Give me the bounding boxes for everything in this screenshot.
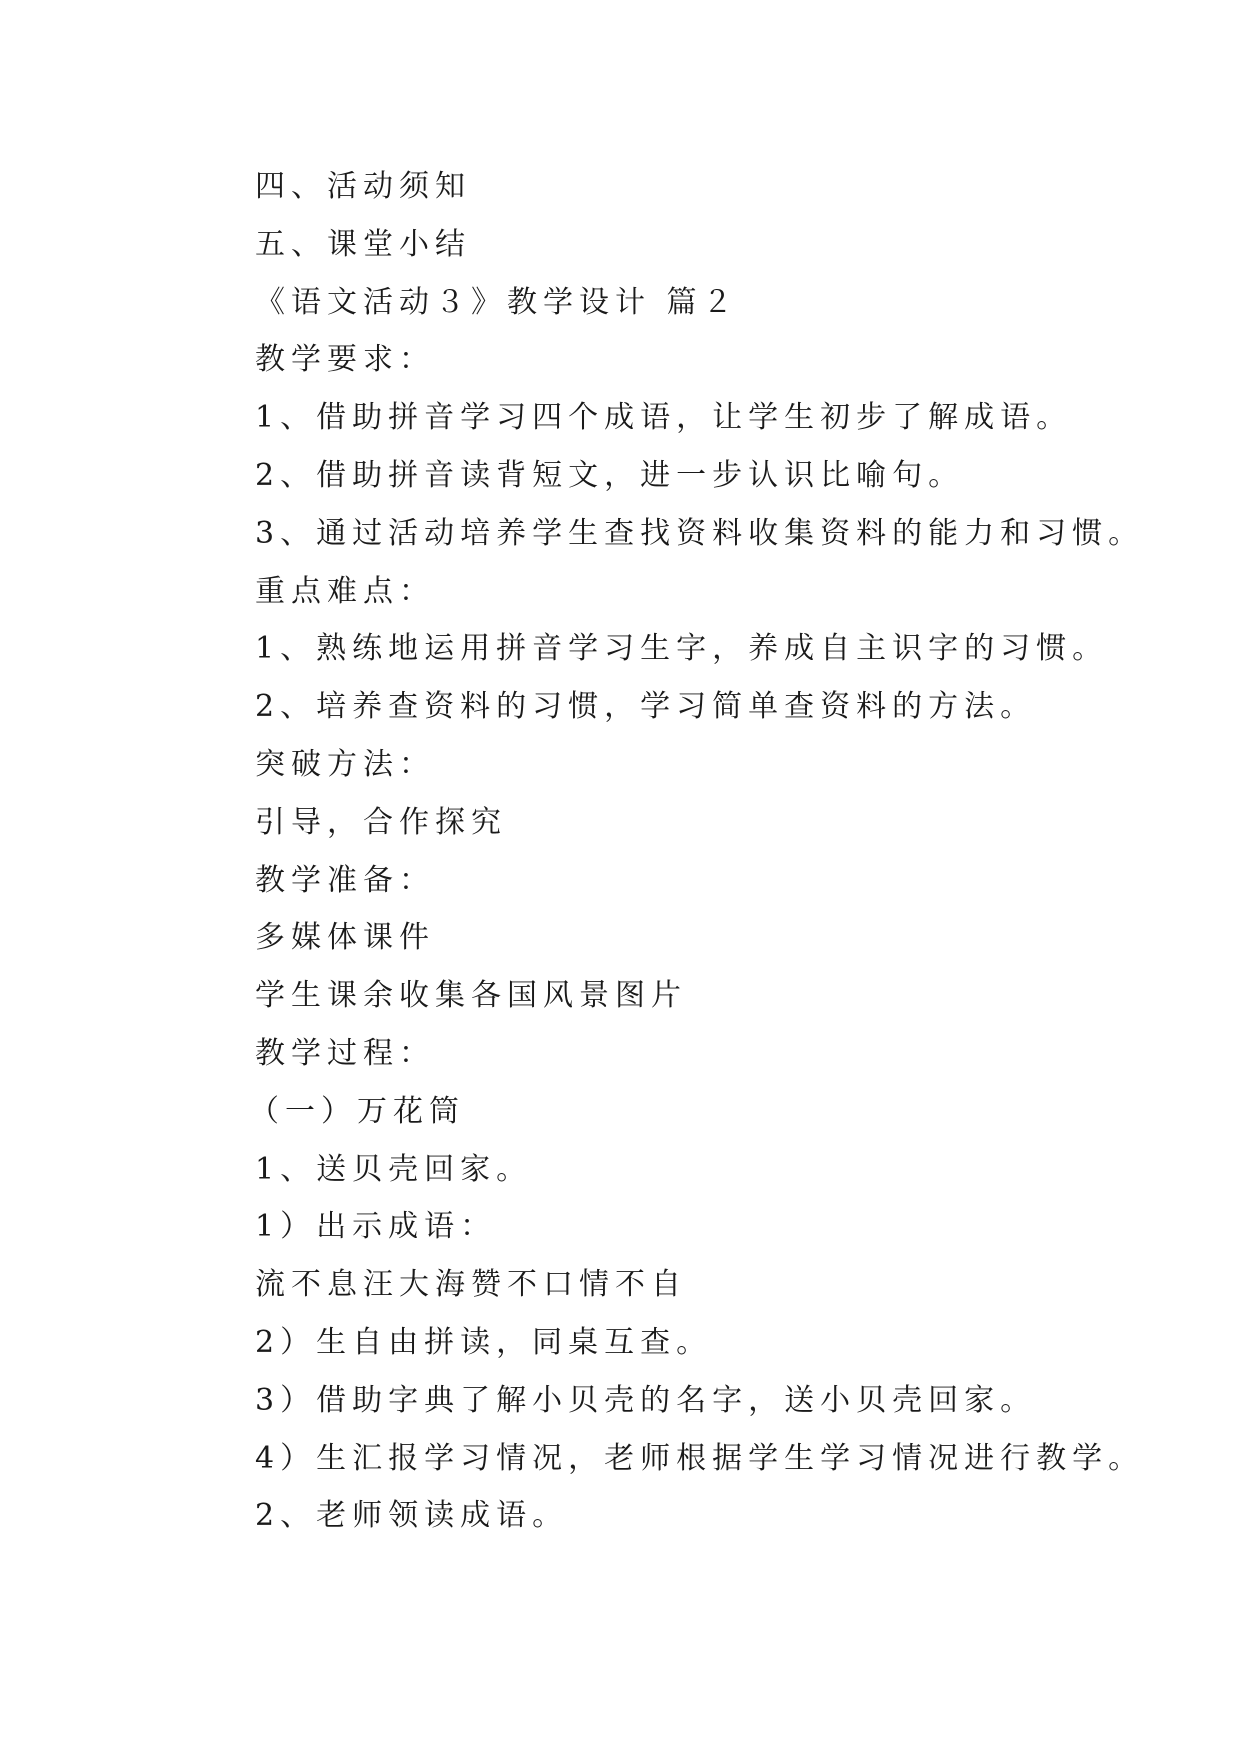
paragraph-line: 多媒体课件 xyxy=(255,920,435,956)
section-heading-class-summary: 五、课堂小结 xyxy=(255,226,471,262)
paragraph-line: 2、培养查资料的习惯，学习简单查资料的方法。 xyxy=(255,689,1037,725)
section-heading-teaching-process: 教学过程： xyxy=(255,1035,435,1071)
paragraph-line: 2）生自由拼读，同桌互查。 xyxy=(255,1324,713,1360)
section-heading-key-points: 重点难点： xyxy=(255,573,435,609)
section-heading-activity-notes: 四、活动须知 xyxy=(255,169,471,204)
section-heading-methods: 突破方法： xyxy=(255,746,435,782)
paragraph-line: 1）出示成语： xyxy=(255,1209,497,1245)
paragraph-line: 引导，合作探究 xyxy=(255,804,507,840)
document-title: 《语文活动３》教学设计 篇２ xyxy=(255,284,739,320)
paragraph-line: 1、送贝壳回家。 xyxy=(255,1151,533,1187)
paragraph-line: 1、借助拼音学习四个成语，让学生初步了解成语。 xyxy=(255,400,1073,436)
paragraph-line: 2、老师领读成语。 xyxy=(255,1498,569,1534)
paragraph-line: 3）借助字典了解小贝壳的名字，送小贝壳回家。 xyxy=(255,1382,1037,1418)
paragraph-line: 1、熟练地运用拼音学习生字，养成自主识字的习惯。 xyxy=(255,631,1109,667)
document-body xyxy=(249,158,1155,1545)
paragraph-line: 4）生汇报学习情况，老师根据学生学习情况进行教学。 xyxy=(255,1440,1145,1476)
section-heading-preparation: 教学准备： xyxy=(255,862,435,898)
subsection-heading: （一）万花筒 xyxy=(249,1093,465,1129)
paragraph-line: 2、借助拼音读背短文，进一步认识比喻句。 xyxy=(255,457,965,493)
paragraph-line: 3、通过活动培养学生查找资料收集资料的能力和习惯。 xyxy=(255,515,1145,551)
section-heading-teaching-requirements: 教学要求： xyxy=(255,342,435,378)
paragraph-line: 学生课余收集各国风景图片 xyxy=(255,978,687,1014)
paragraph-line: 流不息汪大海赞不口情不自 xyxy=(255,1267,687,1303)
